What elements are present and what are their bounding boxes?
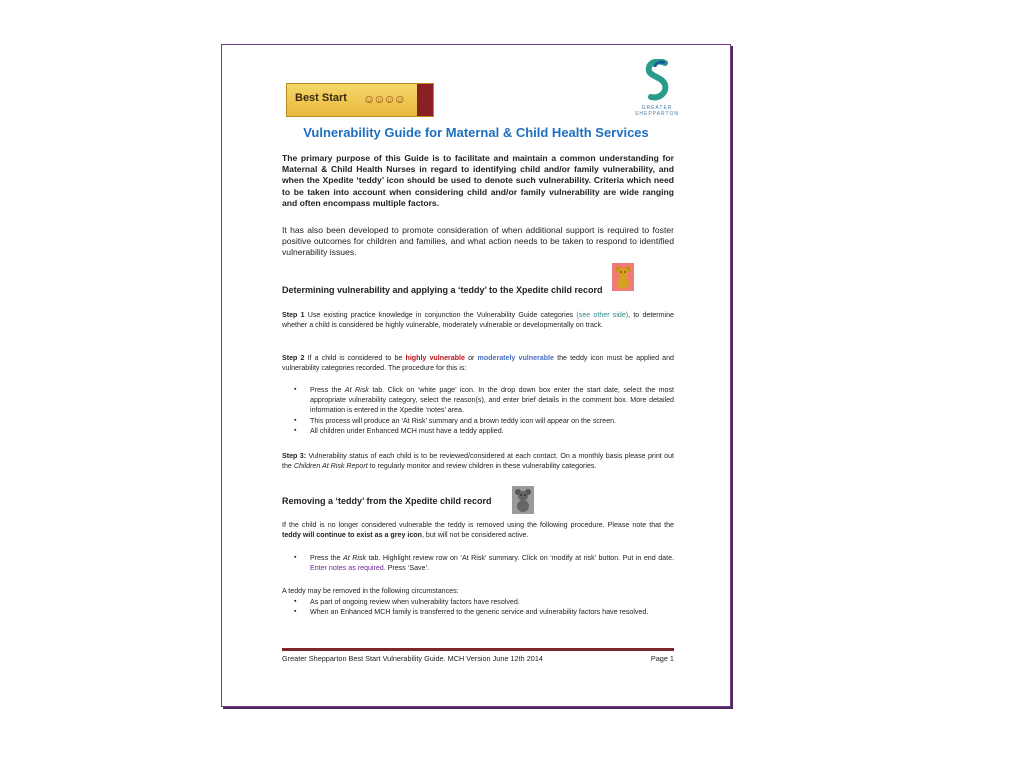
heading-removing: Removing a ‘teddy’ from the Xpedite child record: [282, 496, 492, 506]
logo-red-block: [417, 84, 433, 116]
list-item: ▪ This process will produce an ‘At Risk’ summary and a brown teddy icon will appear on the screen.: [292, 416, 674, 426]
children-faces-icon: ☺☺☺☺: [363, 92, 405, 106]
step-2: [282, 353, 674, 373]
list-item: ▪ As part of ongoing review when vulnerability factors have resolved.: [292, 597, 674, 607]
step-2-text-a: If a child is considered to be: [307, 354, 403, 362]
moderately-vulnerable-text: moderately vulnerable: [477, 354, 554, 362]
procedure-list: [292, 385, 674, 436]
document-page: [221, 44, 731, 707]
enter-notes-text: Enter notes as required.: [310, 564, 386, 573]
step-1-text-a: Use existing practice knowledge in conjunction the Vulnerability Guide categories: [307, 311, 574, 319]
step-3-text-b: to regularly monitor and review children in these vulnerability categories.: [369, 462, 597, 471]
step-1: [282, 310, 674, 330]
shepparton-s-icon: [643, 59, 671, 103]
greater-shepparton-logo: [627, 59, 687, 121]
step-3: [282, 451, 674, 471]
intro-paragraph: The primary purpose of this Guide is to facilitate and maintain a common understanding for Maternal & Child Health Nurses in regard to identifying child and/or family vulnerability, and when the Xpedite ‘teddy’ icon should be used to denote such vulnerability. Criteria which need to be taken into account when considering child and/or family vulnerability are wide ranging and often encompass multiple factors.: [282, 153, 674, 208]
teddy-active-icon: [612, 263, 634, 291]
step-2-text-b: the teddy icon must be applied and vulnerability categories recorded. The procedure for this is:: [282, 354, 674, 373]
see-other-side-link: (see other side): [576, 311, 629, 319]
greater-shepparton-caption: GREATER SHEPPARTON: [635, 105, 679, 117]
list-item: ▪ When an Enhanced MCH family is transferred to the generic service and vulnerability factors have resolved.: [292, 607, 674, 617]
teddy-grey-icon: [512, 486, 534, 514]
step-1-text-b: , to determine whether a child is considered be highly vulnerable, moderately vulnerable or developmentally on track.: [282, 311, 674, 330]
step-2-label: Step 2: [282, 354, 305, 362]
grey-icon-note: teddy will continue to exist as a grey icon: [282, 531, 422, 540]
list-item: ▪ All children under Enhanced MCH must have a teddy applied.: [292, 426, 674, 436]
circumstances-lead: A teddy may be removed in the following circumstances:: [282, 587, 459, 595]
best-start-logo-text: Best Start: [295, 92, 347, 104]
step-1-label: Step 1: [282, 311, 305, 319]
footer-divider: [282, 648, 674, 651]
highly-vulnerable-text: highly vulnerable: [405, 354, 465, 362]
step-2-or: or: [468, 354, 475, 362]
children-at-risk-report: Children At Risk Report: [293, 462, 368, 471]
step-3-text-a: Vulnerability status of each child is to be reviewed/considered at each contact. On a monthly basis please print out the: [282, 452, 674, 471]
removing-paragraph: If the child is no longer considered vulnerable the teddy is removed using the following procedure. Please note that the teddy will continue to exist as a grey icon, but will not be considered active.: [282, 521, 674, 540]
page-number: Page 1: [650, 654, 674, 663]
best-start-logo: [286, 83, 434, 117]
intro-paragraph-2: It has also been developed to promote consideration of when additional support is required to foster positive outcomes for children and families, and what action needs to be taken to respond to identified vulnerability issues.: [282, 225, 674, 258]
list-item: ▪ Press the At Risk tab. Highlight review row on ‘At Risk’ summary. Click on ‘modify at risk’ button. Put in end date. Enter notes as required. Press ‘Save’.: [292, 553, 674, 573]
list-item: ▪ Press the At Risk tab. Click on ‘white page’ icon. In the drop down box enter the start date, select the most appropriate vulnerability category, select the reason(s), and enter brief details in the comment box. More detailed information is entered in the Xpedite ‘notes’ area.: [292, 385, 674, 416]
page-footer: [282, 654, 674, 663]
heading-determining: Determining vulnerability and applying a ‘teddy’ to the Xpedite child record: [282, 285, 603, 295]
footer-text: Greater Shepparton Best Start Vulnerability Guide. MCH Version June 12th 2014: [282, 654, 543, 663]
circumstances-list: [292, 597, 674, 617]
removal-procedure-list: [292, 553, 674, 573]
page-title: Vulnerability Guide for Maternal & Child Health Services: [303, 125, 649, 140]
step-3-label: Step 3:: [282, 452, 307, 460]
